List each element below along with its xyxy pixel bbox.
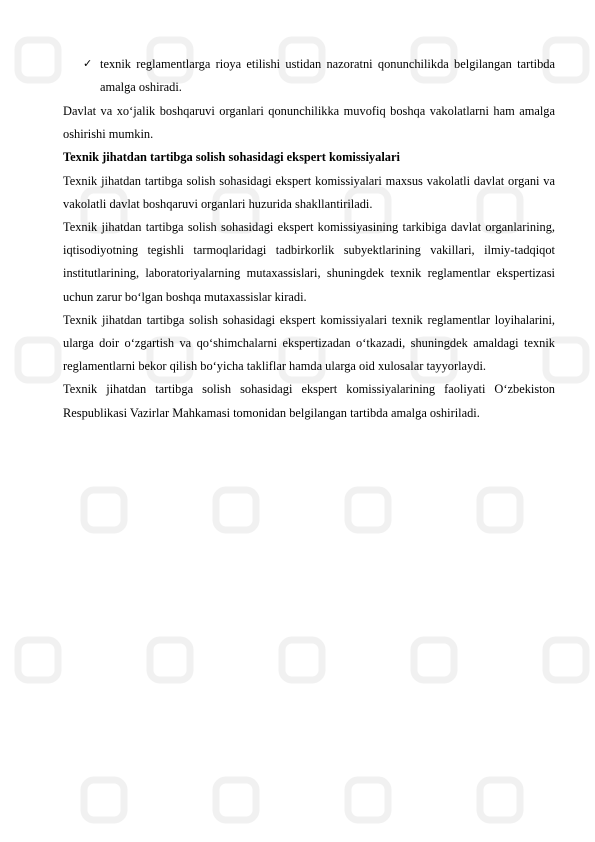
document-body — [63, 100, 555, 425]
section-heading: Texnik jihatdan tartibga solish sohasidagi ekspert komissiyalari — [63, 150, 400, 165]
checkmark-icon: ✓ — [83, 57, 93, 70]
paragraph-other-powers: Davlat va xo‘jalik boshqaruvi organlari qonunchilikka muvofiq boshqa vakolatlarni ham amalga oshirishi mumkin. — [63, 104, 555, 142]
paragraph-commission-composition: Texnik jihatdan tartibga solish sohasidagi ekspert komissiyasining tarkibiga davlat organlarining, iqtisodiyotning tegishli tarmoqlaridagi tadbirkorlik subyektlarining vakillari, ilmiy-tadqiqot institutlarining, laboratoriyalarning mutaxassislari, shuningdek texnik reglamentlar ekspertizasi uchun zarur bo‘lgan boshqa mutaxassislar kiradi. — [63, 220, 555, 304]
bullet-item-text: texnik reglamentlarga rioya etilishi ustidan nazoratni qonunchilikda belgilangan tartibda amalga oshiradi. — [100, 57, 555, 95]
paragraph-commission-duties: Texnik jihatdan tartibga solish sohasidagi ekspert komissiyalari texnik reglamentlar loyihalarini, ularga doir o‘zgartish va qo‘shimchalarni ekspertizadan o‘tkazadi, shuningdek amaldagi texnik reglamentlarni bekor qilish bo‘yicha takliflar hamda ularga oid xulosalar tayyorlaydi. — [63, 312, 555, 374]
paragraph-commissions-formation: Texnik jihatdan tartibga solish sohasidagi ekspert komissiyalari maxsus vakolatli davlat organi va vakolatli davlat boshqaruvi organlari huzurida shakllantiriladi. — [63, 173, 555, 211]
paragraph-commission-activity: Texnik jihatdan tartibga solish sohasidagi ekspert komissiyalarining faoliyati O‘zbekiston Respublikasi Vazirlar Mahkamasi tomonidan belgilangan tartibda amalga oshiriladi. — [63, 382, 555, 420]
